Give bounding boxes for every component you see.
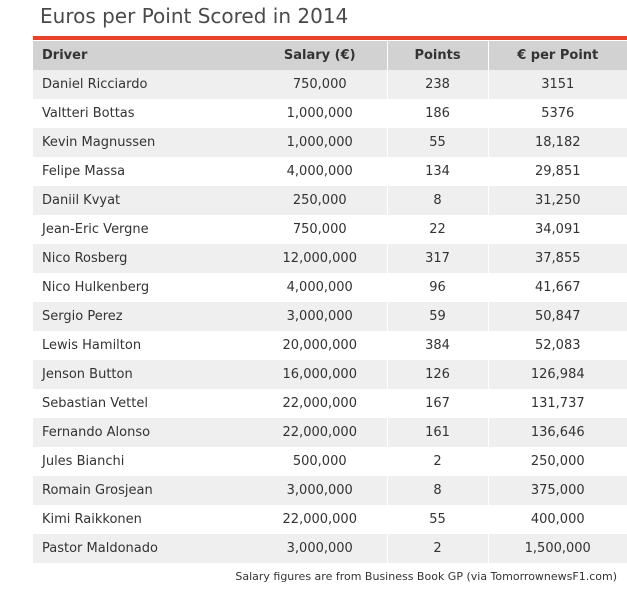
chart-title: Euros per Point Scored in 2014 bbox=[40, 4, 349, 28]
table-row bbox=[33, 273, 627, 302]
cell-points: 96 bbox=[387, 273, 488, 302]
cell-salary: 22,000,000 bbox=[253, 505, 387, 534]
cell-euros-per-point: 29,851 bbox=[488, 157, 627, 186]
cell-driver: Daniel Ricciardo bbox=[33, 70, 253, 99]
cell-points: 22 bbox=[387, 215, 488, 244]
cell-points: 55 bbox=[387, 128, 488, 157]
cell-salary: 750,000 bbox=[253, 215, 387, 244]
cell-euros-per-point: 1,500,000 bbox=[488, 534, 627, 563]
cell-points: 8 bbox=[387, 476, 488, 505]
cell-driver: Jules Bianchi bbox=[33, 447, 253, 476]
cell-euros-per-point: 50,847 bbox=[488, 302, 627, 331]
cell-driver: Sebastian Vettel bbox=[33, 389, 253, 418]
cell-salary: 250,000 bbox=[253, 186, 387, 215]
header-points: Points bbox=[387, 41, 488, 70]
cell-driver: Fernando Alonso bbox=[33, 418, 253, 447]
cell-euros-per-point: 5376 bbox=[488, 99, 627, 128]
cell-salary: 22,000,000 bbox=[253, 418, 387, 447]
header-salary: Salary (€) bbox=[253, 41, 387, 70]
cell-euros-per-point: 131,737 bbox=[488, 389, 627, 418]
cell-points: 59 bbox=[387, 302, 488, 331]
cell-driver: Jenson Button bbox=[33, 360, 253, 389]
table-body bbox=[33, 70, 627, 563]
cell-salary: 4,000,000 bbox=[253, 157, 387, 186]
cell-driver: Romain Grosjean bbox=[33, 476, 253, 505]
table-row bbox=[33, 389, 627, 418]
cell-driver: Daniil Kvyat bbox=[33, 186, 253, 215]
cell-salary: 4,000,000 bbox=[253, 273, 387, 302]
cell-salary: 1,000,000 bbox=[253, 128, 387, 157]
cell-euros-per-point: 37,855 bbox=[488, 244, 627, 273]
table-row bbox=[33, 70, 627, 99]
cell-salary: 750,000 bbox=[253, 70, 387, 99]
cell-driver: Jean-Eric Vergne bbox=[33, 215, 253, 244]
table-row bbox=[33, 157, 627, 186]
cell-salary: 500,000 bbox=[253, 447, 387, 476]
cell-driver: Kimi Raikkonen bbox=[33, 505, 253, 534]
cell-euros-per-point: 52,083 bbox=[488, 331, 627, 360]
table-row bbox=[33, 215, 627, 244]
header-row bbox=[33, 41, 627, 70]
source-caption: Salary figures are from Business Book GP (via TomorrownewsF1.com) bbox=[235, 570, 617, 583]
cell-salary: 3,000,000 bbox=[253, 476, 387, 505]
table-row bbox=[33, 476, 627, 505]
cell-driver: Nico Hulkenberg bbox=[33, 273, 253, 302]
table-row bbox=[33, 418, 627, 447]
table-row bbox=[33, 302, 627, 331]
cell-driver: Lewis Hamilton bbox=[33, 331, 253, 360]
cell-points: 126 bbox=[387, 360, 488, 389]
cell-salary: 1,000,000 bbox=[253, 99, 387, 128]
cell-driver: Felipe Massa bbox=[33, 157, 253, 186]
table-row bbox=[33, 186, 627, 215]
header-euros-per-point: € per Point bbox=[488, 41, 627, 70]
cell-points: 186 bbox=[387, 99, 488, 128]
cell-euros-per-point: 400,000 bbox=[488, 505, 627, 534]
table-row bbox=[33, 360, 627, 389]
cell-points: 317 bbox=[387, 244, 488, 273]
table-row bbox=[33, 331, 627, 360]
table-row bbox=[33, 244, 627, 273]
cell-points: 167 bbox=[387, 389, 488, 418]
cell-euros-per-point: 136,646 bbox=[488, 418, 627, 447]
header-driver: Driver bbox=[33, 41, 253, 70]
cell-driver: Kevin Magnussen bbox=[33, 128, 253, 157]
table-row bbox=[33, 99, 627, 128]
cell-points: 384 bbox=[387, 331, 488, 360]
cell-salary: 3,000,000 bbox=[253, 302, 387, 331]
data-table bbox=[33, 41, 627, 563]
cell-euros-per-point: 31,250 bbox=[488, 186, 627, 215]
cell-euros-per-point: 34,091 bbox=[488, 215, 627, 244]
table-row bbox=[33, 447, 627, 476]
cell-salary: 16,000,000 bbox=[253, 360, 387, 389]
cell-salary: 22,000,000 bbox=[253, 389, 387, 418]
cell-euros-per-point: 126,984 bbox=[488, 360, 627, 389]
cell-points: 134 bbox=[387, 157, 488, 186]
cell-points: 55 bbox=[387, 505, 488, 534]
table-row bbox=[33, 505, 627, 534]
cell-euros-per-point: 375,000 bbox=[488, 476, 627, 505]
cell-euros-per-point: 41,667 bbox=[488, 273, 627, 302]
cell-driver: Nico Rosberg bbox=[33, 244, 253, 273]
cell-points: 8 bbox=[387, 186, 488, 215]
title-underline bbox=[33, 36, 627, 40]
cell-salary: 12,000,000 bbox=[253, 244, 387, 273]
cell-points: 161 bbox=[387, 418, 488, 447]
cell-driver: Pastor Maldonado bbox=[33, 534, 253, 563]
cell-points: 2 bbox=[387, 447, 488, 476]
table-row bbox=[33, 534, 627, 563]
cell-driver: Valtteri Bottas bbox=[33, 99, 253, 128]
cell-points: 2 bbox=[387, 534, 488, 563]
cell-salary: 3,000,000 bbox=[253, 534, 387, 563]
cell-driver: Sergio Perez bbox=[33, 302, 253, 331]
cell-salary: 20,000,000 bbox=[253, 331, 387, 360]
cell-points: 238 bbox=[387, 70, 488, 99]
cell-euros-per-point: 3151 bbox=[488, 70, 627, 99]
cell-euros-per-point: 18,182 bbox=[488, 128, 627, 157]
cell-euros-per-point: 250,000 bbox=[488, 447, 627, 476]
table-row bbox=[33, 128, 627, 157]
